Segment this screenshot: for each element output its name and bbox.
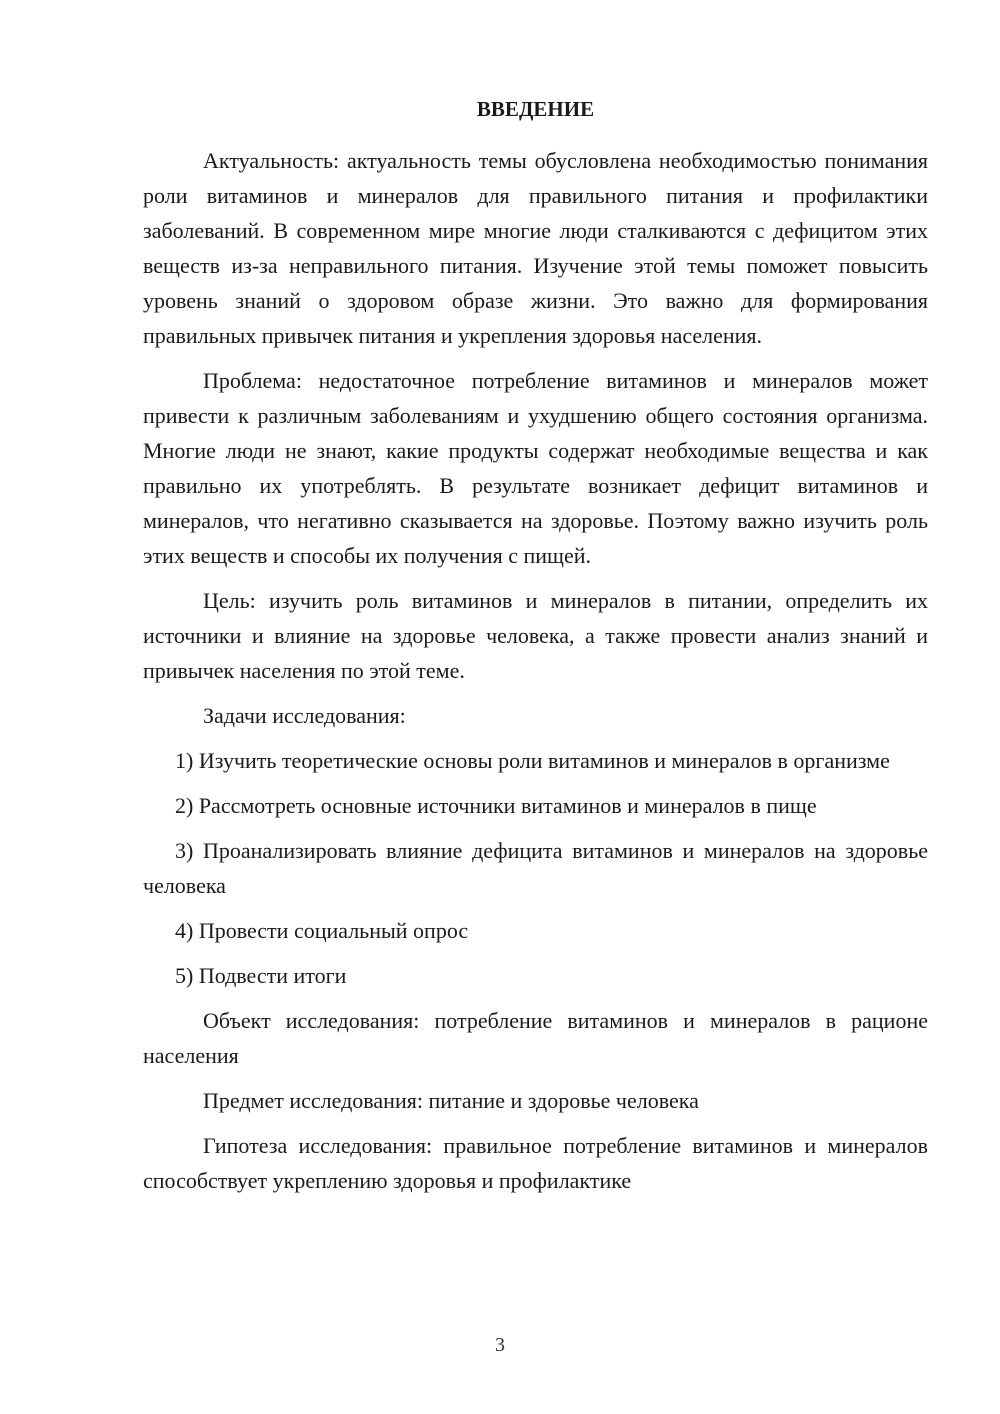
tasks-heading: Задачи исследования: bbox=[203, 703, 406, 728]
task-item-1: 1) Изучить теоретические основы роли витаминов и минералов в организме bbox=[175, 748, 890, 773]
task-item-3: 3) Проанализировать влияние дефицита витаминов и минералов на здоровье человека bbox=[143, 838, 928, 898]
paragraph-relevance: Актуальность: актуальность темы обусловлена необходимостью понимания роли витаминов и минералов для правильного питания и профилактики заболеваний. В современном мире многие люди сталкиваются с дефицитом этих веществ из-за неправильного питания. Изучение этой темы поможет повысить уровень знаний о здоровом образе жизни. Это важно для формирования правильных привычек питания и укрепления здоровья населения. bbox=[143, 148, 928, 348]
paragraph-hypothesis: Гипотеза исследования: правильное потребление витаминов и минералов способствует укреплению здоровья и профилактике bbox=[143, 1133, 928, 1193]
task-item-2: 2) Рассмотреть основные источники витаминов и минералов в пище bbox=[175, 793, 817, 818]
page-title: ВВЕДЕНИЕ bbox=[476, 97, 595, 121]
page-content bbox=[143, 92, 928, 1208]
task-item-4: 4) Провести социальный опрос bbox=[175, 918, 469, 943]
paragraph-subject: Предмет исследования: питание и здоровье человека bbox=[203, 1088, 699, 1113]
paragraph-problem: Проблема: недостаточное потребление витаминов и минералов может привести к различным заболеваниям и ухудшению общего состояния организма. Многие люди не знают, какие продукты содержат необходимые вещества и как правильно их употреблять. В результате возникает дефицит витаминов и минералов, что негативно сказывается на здоровье. Поэтому важно изучить роль этих веществ и способы их получения с пищей. bbox=[143, 368, 928, 568]
paragraph-object: Объект исследования: потребление витаминов и минералов в рационе населения bbox=[143, 1008, 928, 1068]
page-number: 3 bbox=[495, 1334, 505, 1356]
paragraph-goal: Цель: изучить роль витаминов и минералов в питании, определить их источники и влияние на здоровье человека, а также провести анализ знаний и привычек населения по этой теме. bbox=[143, 588, 928, 683]
task-item-5: 5) Подвести итоги bbox=[175, 963, 347, 988]
